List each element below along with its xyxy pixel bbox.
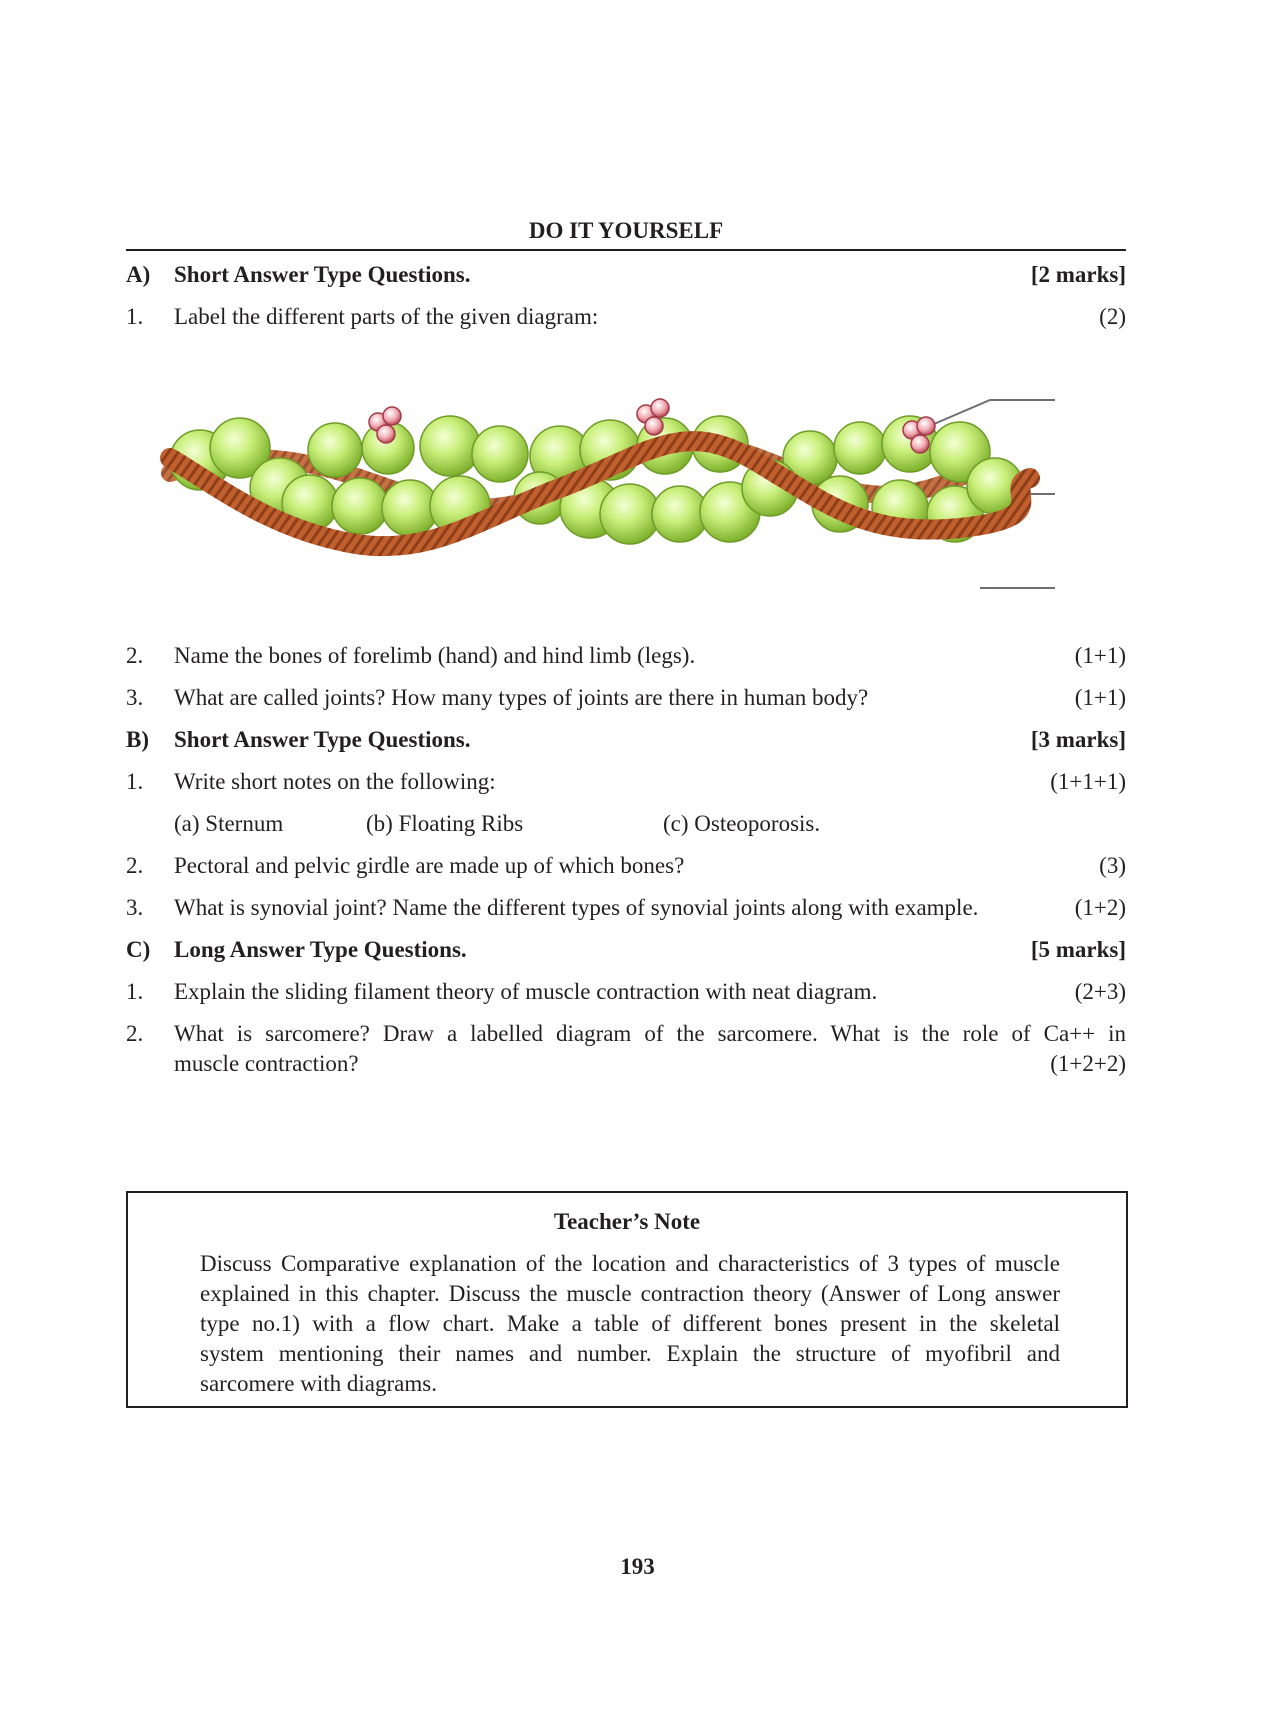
section-letter: C) (126, 937, 151, 962)
question-text: Label the different parts of the given diagram: (174, 304, 599, 329)
question-number: 2. (126, 643, 144, 668)
question-marks: (1+2+2) (1050, 1051, 1126, 1076)
question-marks: (2) (1099, 304, 1126, 329)
teacher-note-line: explained in this chapter. Discuss the muscle contraction theory (Answer of Long answer (200, 1281, 1060, 1306)
question-text: What are called joints? How many types of joints are there in human body? (174, 685, 869, 710)
question-text: Explain the sliding filament theory of muscle contraction with neat diagram. (174, 979, 878, 1004)
question-marks: (1+1) (1074, 685, 1126, 710)
teacher-note-title: Teacher’s Note (553, 1209, 701, 1234)
section-letter: A) (126, 262, 151, 287)
section-marks: [5 marks] (1030, 937, 1126, 962)
question-number: 3. (126, 685, 144, 710)
teacher-note-line: sarcomere with diagrams. (200, 1371, 437, 1396)
page-number: 193 (620, 1554, 655, 1579)
teacher-note-line: type no.1) with a flow chart. Make a table of different bones present in the skeletal (200, 1311, 1060, 1336)
question-number: 1. (126, 769, 144, 794)
heading-rule (126, 249, 1126, 251)
question-text: Name the bones of forelimb (hand) and hind limb (legs). (174, 643, 696, 668)
question-number: 2. (126, 853, 144, 878)
question-number: 1. (126, 979, 144, 1004)
question-marks: (2+3) (1074, 979, 1126, 1004)
question-text-line1: What is sarcomere? Draw a labelled diagram of the sarcomere. What is the role of Ca++ in (174, 1021, 1126, 1046)
question-text: What is synovial joint? Name the different types of synovial joints along with example. (174, 895, 979, 920)
question-number: 1. (126, 304, 144, 329)
section-marks: [3 marks] (1030, 727, 1126, 752)
question-number: 3. (126, 895, 144, 920)
option-c: (c) Osteoporosis. (663, 811, 821, 836)
question-c2 (126, 1019, 1126, 1079)
question-text: Pectoral and pelvic girdle are made up of which bones? (174, 853, 685, 878)
question-marks: (1+1) (1074, 643, 1126, 668)
question-marks: (1+1+1) (1050, 769, 1126, 794)
teacher-note-line: Discuss Comparative explanation of the location and characteristics of 3 types of muscle (200, 1251, 1060, 1276)
thin-filament-diagram (160, 378, 1060, 618)
section-title: Short Answer Type Questions. (174, 727, 471, 752)
question-text-line2: muscle contraction? (174, 1051, 359, 1076)
section-title: Long Answer Type Questions. (174, 937, 467, 962)
option-b: (b) Floating Ribs (366, 811, 524, 836)
page-heading: DO IT YOURSELF (528, 218, 724, 243)
section-title: Short Answer Type Questions. (174, 262, 471, 287)
label-pointer-line (920, 400, 1055, 430)
teacher-note-box (126, 1191, 1128, 1408)
question-marks: (3) (1099, 853, 1126, 878)
option-a: (a) Sternum (174, 811, 284, 836)
section-letter: B) (126, 727, 149, 752)
question-text: Write short notes on the following: (174, 769, 496, 794)
question-marks: (1+2) (1074, 895, 1126, 920)
teacher-note-line: system mentioning their names and number. Explain the structure of myofibril and (200, 1341, 1060, 1366)
question-number: 2. (126, 1021, 144, 1046)
section-marks: [2 marks] (1030, 262, 1126, 287)
